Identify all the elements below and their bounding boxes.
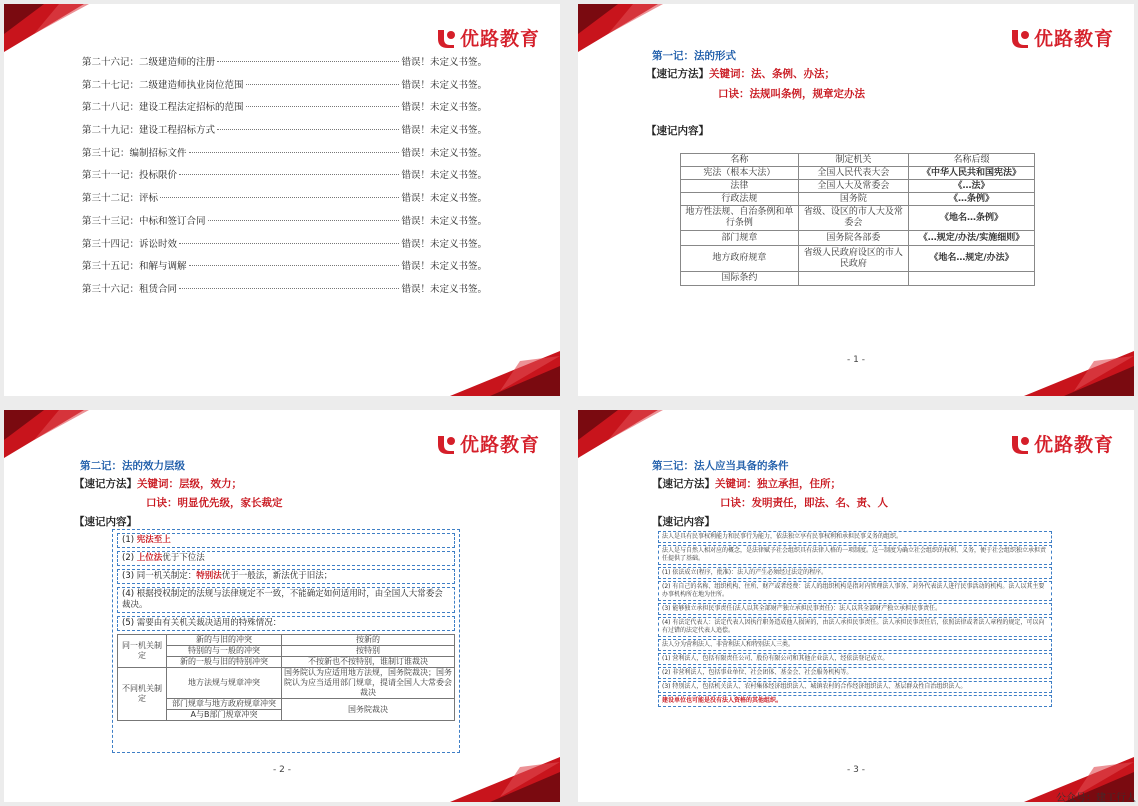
table-cell bbox=[798, 272, 908, 286]
table-cell: 国务院各部委 bbox=[798, 231, 908, 246]
table-cell: 全国人民代表大会 bbox=[798, 167, 908, 180]
toc-entry-title: 第二十八记：建设工程法定招标的范围 bbox=[82, 102, 244, 114]
table-header-cell: 名称后缀 bbox=[908, 154, 1034, 167]
toc-entry[interactable] bbox=[82, 167, 487, 190]
table-cell: 《地名…条例》 bbox=[908, 206, 1034, 231]
table-ruling-cell: 国务院认为应适用地方法规，国务院裁决；国务院认为应当适用部门规章，提请全国人大常委会裁决 bbox=[282, 668, 455, 699]
table-row bbox=[118, 646, 455, 657]
toc-entry-title: 第二十九记：建设工程招标方式 bbox=[82, 125, 216, 137]
toc-entry-title: 第二十六记：二级建造师的注册 bbox=[82, 57, 216, 68]
toc-leader-dots bbox=[217, 129, 399, 130]
item-highlight: 特别法 bbox=[196, 571, 222, 581]
toc-entry-status: 错误！未定义书签。 bbox=[401, 261, 487, 273]
section-heading: 第三记：法人应当具备的条件 bbox=[652, 460, 789, 472]
toc-entry-title: 第二十七记：二级建造师执业岗位范围 bbox=[82, 79, 244, 91]
toc-entry-title: 第三十六记：租赁合同 bbox=[82, 283, 178, 295]
document-page-1 bbox=[4, 4, 560, 396]
toc-entry[interactable] bbox=[82, 77, 487, 100]
logo bbox=[435, 430, 540, 457]
toc-entry[interactable] bbox=[82, 281, 487, 304]
method-line bbox=[74, 476, 242, 491]
legal-forms-table bbox=[680, 153, 1035, 286]
logo-mark-icon bbox=[435, 27, 457, 49]
item-prefix: (5) 需要由有关机关裁决适用的特殊情况： bbox=[122, 618, 282, 628]
table-row bbox=[118, 668, 455, 699]
toc-leader-dots bbox=[179, 174, 399, 175]
toc-entry[interactable] bbox=[82, 122, 487, 145]
content-paragraph: (2) 有自己的名称、组织机构、住所、财产或者经费：法人的组织机构是指对内管理法人事务、对外代表法人进行民事活动的机构。法人以其主要办事机构所在地为住所。 bbox=[658, 581, 1052, 601]
toc-leader-dots bbox=[179, 243, 399, 244]
keywords: 关键词：层级，效力； bbox=[137, 478, 242, 490]
toc-entry-title: 第三十四记：诉讼时效 bbox=[82, 238, 178, 250]
toc-entry[interactable] bbox=[82, 145, 487, 168]
content-paragraph: (1) 依法成立(程序，批准)：法人的产生必须经过法定的程序。 bbox=[658, 567, 1052, 579]
toc-entry[interactable] bbox=[82, 213, 487, 236]
content-paragraph: 建设单位也可能是没有法人资格的其他组织。 bbox=[658, 695, 1052, 707]
table-row bbox=[681, 246, 1035, 272]
section-heading: 第一记：法的形式 bbox=[652, 50, 736, 62]
table-situation-cell: 部门规章与地方政府规章冲突 bbox=[167, 699, 282, 710]
table-cell bbox=[908, 272, 1034, 286]
toc-entry-status: 错误！未定义书签。 bbox=[401, 79, 487, 91]
table-cell: 《中华人民共和国宪法》 bbox=[908, 167, 1034, 180]
item-rest: 优于一般法，新法优于旧法； bbox=[221, 571, 333, 581]
keywords: 关键词：法、条例、办法； bbox=[709, 68, 835, 80]
toc-entry-title: 第三十二记：评标 bbox=[82, 193, 159, 205]
table-cell: 地方政府规章 bbox=[681, 246, 799, 272]
list-item bbox=[117, 533, 455, 548]
table-situation-cell: 地方法规与规章冲突 bbox=[167, 668, 282, 699]
table-ruling-cell: 不按新也不按特别，谁制订谁裁决 bbox=[282, 657, 455, 668]
page-number: - 1 - bbox=[847, 355, 865, 365]
mnemonic: 口诀：发明责任，即法、名、责、人 bbox=[720, 497, 888, 509]
table-cell: 国际条约 bbox=[681, 272, 799, 286]
logo-mark-icon bbox=[435, 433, 457, 455]
list-item bbox=[117, 587, 455, 613]
toc-leader-dots bbox=[246, 84, 400, 85]
method-label: 【速记方法】 bbox=[74, 478, 137, 490]
table-cell: 全国人大及常委会 bbox=[798, 180, 908, 193]
item-highlight: 上位法 bbox=[136, 553, 163, 563]
table-group-cell: 不同机关制定 bbox=[118, 668, 167, 721]
content-paragraph: 法人是与自然人相对应的概念，是法律赋予社会组织具有法律人格的一项制度。这一制度为确立社会组织的权利、义务，便于社会组织独立承担责任提供了基础。 bbox=[658, 545, 1052, 565]
table-ruling-cell: 按新的 bbox=[282, 635, 455, 646]
section-heading: 第二记：法的效力层级 bbox=[80, 460, 185, 472]
table-of-contents bbox=[82, 54, 487, 304]
method-line bbox=[646, 66, 835, 81]
table-row bbox=[118, 699, 455, 710]
keywords: 关键词：独立承担，住所； bbox=[715, 478, 841, 490]
logo-mark-icon bbox=[1009, 433, 1031, 455]
toc-leader-dots bbox=[246, 106, 400, 107]
table-group-cell: 同一机关制定 bbox=[118, 635, 167, 668]
item-prefix: (4) 根据授权制定的法规与法律规定不一致，不能确定如何适用时，由全国人大常委会裁决。 bbox=[122, 589, 443, 610]
toc-entry-status: 错误！未定义书签。 bbox=[401, 238, 487, 250]
table-cell: 《…条例》 bbox=[908, 193, 1034, 206]
mnemonic: 口诀：明显优先级，家长裁定 bbox=[146, 497, 283, 509]
table-ruling-cell: 按特别 bbox=[282, 646, 455, 657]
method-label: 【速记方法】 bbox=[646, 68, 709, 80]
toc-leader-dots bbox=[179, 288, 399, 289]
document-page-4 bbox=[578, 410, 1134, 802]
toc-entry-title: 第三十记：编制招标文件 bbox=[82, 147, 187, 159]
toc-entry-status: 错误！未定义书签。 bbox=[401, 283, 487, 295]
table-cell: 《…规定/办法/实施细则》 bbox=[908, 231, 1034, 246]
toc-leader-dots bbox=[189, 265, 400, 266]
toc-entry-status: 错误！未定义书签。 bbox=[401, 170, 487, 182]
table-cell: 省级、设区的市人大及常委会 bbox=[798, 206, 908, 231]
toc-entry[interactable] bbox=[82, 54, 487, 77]
toc-entry[interactable] bbox=[82, 258, 487, 281]
logo bbox=[1009, 430, 1114, 457]
red-corner-decoration bbox=[430, 351, 560, 396]
content-paragraph: (3) 能够独立承担民事责任(法人以其全部财产独立承担民事责任)：法人以其全部财产独立承担民事责任。 bbox=[658, 603, 1052, 615]
page-number: - 3 - bbox=[847, 765, 865, 775]
table-row bbox=[681, 193, 1035, 206]
table-row bbox=[681, 231, 1035, 246]
toc-entry-status: 错误！未定义书签。 bbox=[401, 102, 487, 114]
table-cell: 法律 bbox=[681, 180, 799, 193]
content-label: 【速记内容】 bbox=[646, 125, 709, 137]
table-row bbox=[681, 167, 1035, 180]
table-row bbox=[118, 635, 455, 646]
content-box bbox=[654, 529, 1056, 739]
toc-entry[interactable] bbox=[82, 99, 487, 122]
item-prefix: (1) bbox=[122, 535, 137, 545]
table-situation-cell: 新的与旧的冲突 bbox=[167, 635, 282, 646]
logo-text: 优路教育 bbox=[1033, 28, 1114, 50]
table-row bbox=[681, 206, 1035, 231]
table-cell: 国务院 bbox=[798, 193, 908, 206]
table-row bbox=[681, 180, 1035, 193]
toc-entry-status: 错误！未定义书签。 bbox=[401, 57, 487, 68]
table-cell: 行政法规 bbox=[681, 193, 799, 206]
table-situation-cell: 新的一般与旧的特别冲突 bbox=[167, 657, 282, 668]
toc-entry-title: 第三十三记：中标和签订合同 bbox=[82, 215, 206, 227]
item-prefix: (2) bbox=[122, 553, 137, 563]
toc-leader-dots bbox=[189, 152, 400, 153]
table-cell: 省级人民政府设区的市人民政府 bbox=[798, 246, 908, 272]
logo-text: 优路教育 bbox=[1033, 434, 1114, 456]
item-prefix: (3) 同一机关制定： bbox=[122, 571, 197, 581]
red-corner-decoration bbox=[430, 757, 560, 802]
table-header-row bbox=[681, 154, 1035, 167]
list-item bbox=[117, 551, 455, 566]
logo-text: 优路教育 bbox=[459, 434, 540, 456]
content-box bbox=[112, 529, 460, 753]
toc-entry[interactable] bbox=[82, 190, 487, 213]
content-paragraph: 法人分为营利法人、非营利法人和特别法人三类。 bbox=[658, 639, 1052, 651]
content-label: 【速记内容】 bbox=[652, 516, 715, 528]
logo-text: 优路教育 bbox=[459, 28, 540, 50]
table-situation-cell: A与B部门规章冲突 bbox=[167, 710, 282, 721]
content-paragraph: (4) 有法定代表人：法定代表人因执行职务造成他人损害的，由法人承担民事责任。法人承担民事责任后，依照法律或者法人章程的规定，可以向有过错的法定代表人追偿。 bbox=[658, 617, 1052, 637]
item-rest: 优于下位法 bbox=[162, 553, 205, 563]
table-situation-cell: 特别的与一般的冲突 bbox=[167, 646, 282, 657]
table-cell: 《地名…规定/办法》 bbox=[908, 246, 1034, 272]
toc-entry[interactable] bbox=[82, 236, 487, 259]
toc-entry-status: 错误！未定义书签。 bbox=[401, 193, 487, 205]
content-paragraph: (1) 营利法人，包括有限责任公司、股份有限公司和其他企业法人，经依法登记成立。 bbox=[658, 653, 1052, 665]
document-page-3 bbox=[4, 410, 560, 802]
table-cell: 宪法（根本大法） bbox=[681, 167, 799, 180]
toc-leader-dots bbox=[217, 61, 399, 62]
toc-entry-title: 第三十一记：投标限价 bbox=[82, 170, 178, 182]
content-paragraph: (2) 非营利法人，包括事业单位、社会团体、基金会、社会服务机构等。 bbox=[658, 667, 1052, 679]
logo bbox=[435, 24, 540, 51]
content-paragraph: (3) 特别法人，包括机关法人、农村集体经济组织法人、城镇农村的合作经济组织法人、基层群众性自治组织法人。 bbox=[658, 681, 1052, 693]
toc-entry-status: 错误！未定义书签。 bbox=[401, 125, 487, 137]
mnemonic: 口诀：法规叫条例，规章定办法 bbox=[718, 88, 865, 100]
list-item bbox=[117, 569, 455, 584]
toc-leader-dots bbox=[208, 220, 400, 221]
conflict-ruling-table bbox=[117, 634, 455, 721]
watermark: 公众号：建工行人 bbox=[1056, 793, 1136, 804]
page-number: - 2 - bbox=[273, 765, 291, 775]
table-row bbox=[118, 657, 455, 668]
table-header-cell: 名称 bbox=[681, 154, 799, 167]
table-cell: 《…法》 bbox=[908, 180, 1034, 193]
toc-entry-status: 错误！未定义书签。 bbox=[401, 147, 487, 159]
table-header-cell: 制定机关 bbox=[798, 154, 908, 167]
table-row bbox=[681, 272, 1035, 286]
content-label: 【速记内容】 bbox=[74, 516, 137, 528]
method-line bbox=[652, 476, 841, 491]
toc-entry-title: 第三十五记：和解与调解 bbox=[82, 261, 187, 273]
toc-entry-status: 错误！未定义书签。 bbox=[401, 215, 487, 227]
list-item bbox=[117, 616, 455, 631]
table-cell: 部门规章 bbox=[681, 231, 799, 246]
table-ruling-cell: 国务院裁决 bbox=[282, 699, 455, 721]
toc-leader-dots bbox=[160, 197, 399, 198]
method-label: 【速记方法】 bbox=[652, 478, 715, 490]
table-cell: 地方性法规、自治条例和单行条例 bbox=[681, 206, 799, 231]
item-highlight: 宪法至上 bbox=[136, 535, 171, 545]
content-paragraph: 法人是具有民事权利能力和民事行为能力，依法独立享有民事权利和承担民事义务的组织。 bbox=[658, 531, 1052, 543]
logo-mark-icon bbox=[1009, 27, 1031, 49]
red-corner-decoration bbox=[4, 4, 94, 64]
logo bbox=[1009, 24, 1114, 51]
